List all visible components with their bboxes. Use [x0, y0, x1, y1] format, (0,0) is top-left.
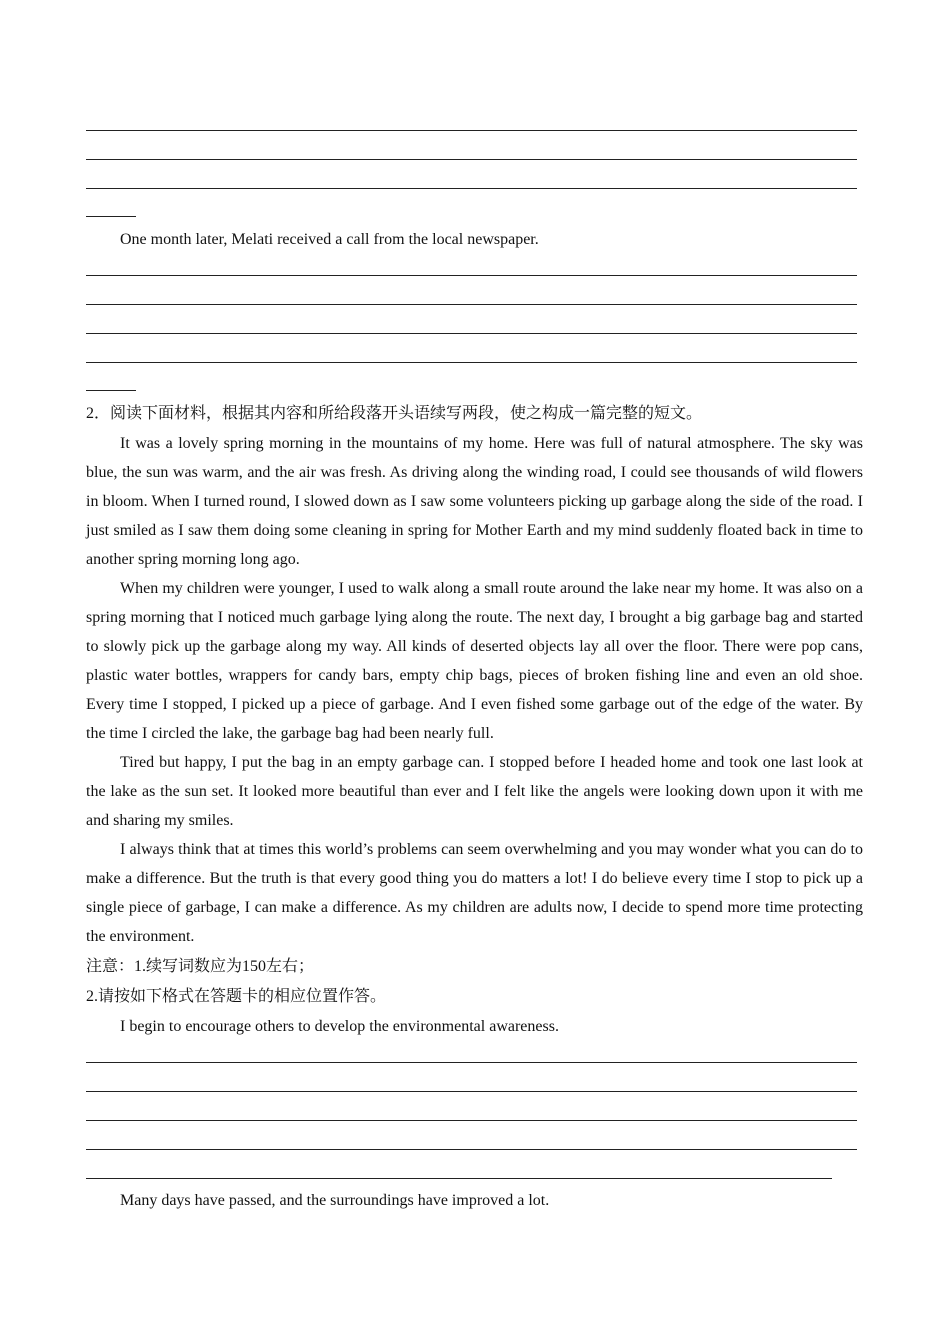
passage-paragraph: Tired but happy, I put the bag in an empty garbage can. I stopped before I headed home and took one last look at the lake as the sun set. It looked more beautiful than ever and I felt like the angels were looking down upon it with me and sharing my smiles.	[86, 754, 863, 829]
note-word-count: 注意：1.续写词数应为150左右；	[86, 958, 315, 975]
passage-paragraph: I always think that at times this world’s problems can seem overwhelming and you may wonder what you can do to make a difference. But the truth is that every good thing you do matters a lot! I do believe every time I stop to pick up a single piece of garbage, I can make a difference. As my children are adults now, I decide to spend more time protecting the environment.	[86, 841, 863, 945]
answer-line	[86, 1149, 857, 1150]
reading-passage	[86, 429, 863, 951]
question-heading: 2．阅读下面材料，根据其内容和所给段落开头语续写两段，使之构成一篇完整的短文。	[86, 405, 703, 422]
answer-line	[86, 1178, 832, 1179]
answer-line	[86, 159, 857, 160]
passage-paragraph: It was a lovely spring morning in the mountains of my home. Here was full of natural atmosphere. The sky was blue, the sun was warm, and the air was fresh. As driving along the winding road, I could see thousands of wild flowers in bloom. When I turned round, I slowed down as I saw some volunteers picking up garbage along the side of the road. I just smiled as I saw them doing some cleaning in spring for Mother Earth and my mind suddenly floated back in time to another spring morning long ago.	[86, 435, 863, 568]
passage-paragraph: When my children were younger, I used to walk along a small route around the lake near my home. It was also on a spring morning that I noticed much garbage lying along the route. The next day, I brought a big garbage bag and started to slowly pick up the garbage along my way. All kinds of deserted objects lay all over the floor. There were pop cans, plastic water bottles, wrappers for candy bars, empty chip bags, pieces of broken fishing line and even an old shoe. Every time I stopped, I picked up a piece of garbage. And I even fished some garbage out of the edge of the water. By the time I circled the lake, the garbage bag had been nearly full.	[86, 580, 863, 742]
paragraph-prompt: One month later, Melati received a call from the local newspaper.	[120, 231, 539, 248]
answer-line	[86, 304, 857, 305]
note-format: 2.请按如下格式在答题卡的相应位置作答。	[86, 988, 387, 1005]
answer-line	[86, 1062, 857, 1063]
answer-line	[86, 1091, 857, 1092]
answer-line-end	[86, 216, 136, 217]
answer-line-end	[86, 390, 136, 391]
answer-line	[86, 362, 857, 363]
answer-line	[86, 188, 857, 189]
answer-line	[86, 275, 857, 276]
paragraph-prompt: Many days have passed, and the surroundings have improved a lot.	[120, 1192, 550, 1209]
answer-line	[86, 1120, 857, 1121]
paragraph-prompt: I begin to encourage others to develop the environmental awareness.	[120, 1018, 559, 1035]
answer-line	[86, 130, 857, 131]
answer-line	[86, 333, 857, 334]
